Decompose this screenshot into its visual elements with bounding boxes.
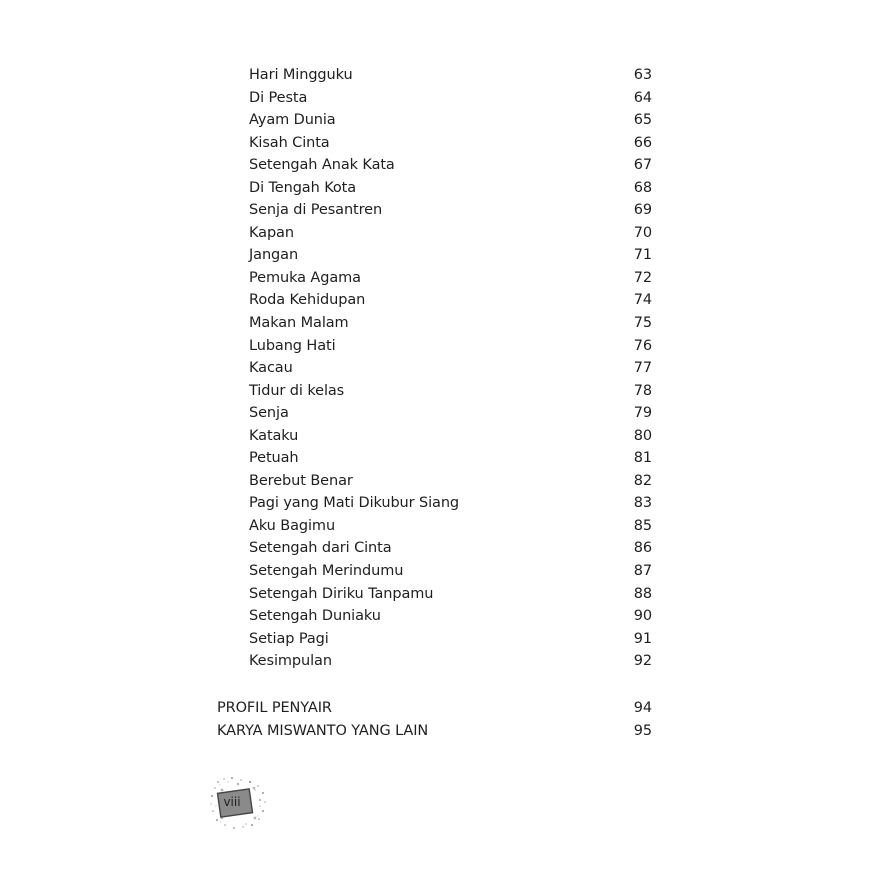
toc-entry-page-number: 70 xyxy=(633,224,652,241)
toc-section-page-number: 94 xyxy=(633,700,652,716)
toc-entry-page-number: 75 xyxy=(633,315,652,332)
toc-entry xyxy=(0,357,871,380)
toc-section xyxy=(0,697,871,720)
toc-entry-page-number: 79 xyxy=(633,405,652,422)
toc-entry xyxy=(0,447,871,470)
toc-entry xyxy=(0,628,871,651)
toc-entry-title: Setengah Merindumu xyxy=(249,563,404,580)
toc-entry-page-number: 86 xyxy=(633,540,652,557)
toc-section xyxy=(0,720,871,743)
toc-entry-page-number: 66 xyxy=(633,134,652,151)
toc-entry-title: Lubang Hati xyxy=(249,337,336,354)
toc-entry-page-number: 88 xyxy=(633,585,652,602)
toc-entry-page-number: 85 xyxy=(633,517,652,534)
toc-entry-page-number: 91 xyxy=(633,630,652,647)
toc-entry xyxy=(0,470,871,493)
toc-poem-list xyxy=(0,64,871,673)
toc-entry-title: Di Tengah Kota xyxy=(249,179,357,196)
toc-entry-page-number: 82 xyxy=(633,472,652,489)
toc-entry-page-number: 78 xyxy=(633,382,652,399)
toc-entry-title: Ayam Dunia xyxy=(249,112,336,129)
toc-entry-title: Kataku xyxy=(249,427,299,444)
toc-entry xyxy=(0,154,871,177)
toc-entry-title: Aku Bagimu xyxy=(249,517,336,534)
page-number: viii xyxy=(223,795,241,809)
toc-entry-page-number: 74 xyxy=(633,292,652,309)
toc-section-list xyxy=(0,697,871,742)
toc-entry-page-number: 67 xyxy=(633,157,652,174)
toc-entry-page-number: 69 xyxy=(633,202,652,219)
toc-entry-title: Berebut Benar xyxy=(249,472,353,489)
toc-entry-page-number: 81 xyxy=(633,450,652,467)
toc-entry-title: Roda Kehidupan xyxy=(249,292,366,309)
toc-entry-title: Kacau xyxy=(249,360,293,377)
toc-entry xyxy=(0,515,871,538)
toc-entry-page-number: 71 xyxy=(633,247,652,264)
toc-entry xyxy=(0,289,871,312)
toc-entry xyxy=(0,87,871,110)
toc-entry-page-number: 76 xyxy=(633,337,652,354)
toc-entry xyxy=(0,64,871,87)
toc-entry xyxy=(0,560,871,583)
toc-entry-title: Pemuka Agama xyxy=(249,269,361,286)
toc-entry xyxy=(0,244,871,267)
toc-entry-page-number: 65 xyxy=(633,112,652,129)
toc-entry xyxy=(0,199,871,222)
toc-entry xyxy=(0,605,871,628)
toc-section-title: KARYA MISWANTO YANG LAIN xyxy=(217,722,429,739)
toc-entry-title: Pagi yang Mati Dikubur Siang xyxy=(249,495,460,512)
toc-entry-page-number: 83 xyxy=(633,495,652,512)
toc-entry-page-number: 87 xyxy=(633,563,652,580)
toc-section-page-number: 95 xyxy=(633,722,652,739)
toc-entry-page-number: 63 xyxy=(633,67,652,83)
toc-entry-title: Kesimpulan xyxy=(249,653,332,670)
toc-entry xyxy=(0,650,871,673)
toc-entry xyxy=(0,335,871,358)
toc-entry xyxy=(0,132,871,155)
toc-entry-title: Setiap Pagi xyxy=(249,630,329,647)
toc-entry-title: Kisah Cinta xyxy=(249,134,330,151)
toc-entry-title: Di Pesta xyxy=(249,89,308,106)
toc-entry xyxy=(0,402,871,425)
toc-entry-page-number: 72 xyxy=(633,269,652,286)
toc-entry xyxy=(0,312,871,335)
toc-entry-title: Senja xyxy=(249,405,289,422)
toc-entry-title: Setengah Duniaku xyxy=(249,608,381,625)
toc-entry-page-number: 92 xyxy=(633,653,652,670)
toc-entry xyxy=(0,492,871,515)
toc-entry-page-number: 64 xyxy=(633,89,652,106)
toc-entry xyxy=(0,222,871,245)
toc-entry-page-number: 90 xyxy=(633,608,652,625)
toc-entry xyxy=(0,267,871,290)
toc-entry-title: Kapan xyxy=(249,224,294,241)
toc-entry xyxy=(0,583,871,606)
toc-entry xyxy=(0,425,871,448)
toc-section-title: PROFIL PENYAIR xyxy=(217,700,332,716)
toc-entry-page-number: 77 xyxy=(633,360,652,377)
toc-entry-page-number: 80 xyxy=(633,427,652,444)
toc-entry xyxy=(0,177,871,200)
toc-entry-page-number: 68 xyxy=(633,179,652,196)
toc-entry xyxy=(0,109,871,132)
toc-entry-title: Petuah xyxy=(249,450,299,467)
toc-entry-title: Hari Mingguku xyxy=(249,67,353,83)
toc-entry xyxy=(0,380,871,403)
toc-entry xyxy=(0,537,871,560)
toc-entry-title: Setengah Diriku Tanpamu xyxy=(249,585,434,602)
toc-entry-title: Setengah Anak Kata xyxy=(249,157,395,174)
toc-entry-title: Tidur di kelas xyxy=(249,382,345,399)
toc-entry-title: Jangan xyxy=(249,247,299,264)
toc-entry-title: Makan Malam xyxy=(249,315,349,332)
toc-entry-title: Setengah dari Cinta xyxy=(249,540,392,557)
toc-entry-title: Senja di Pesantren xyxy=(249,202,383,219)
